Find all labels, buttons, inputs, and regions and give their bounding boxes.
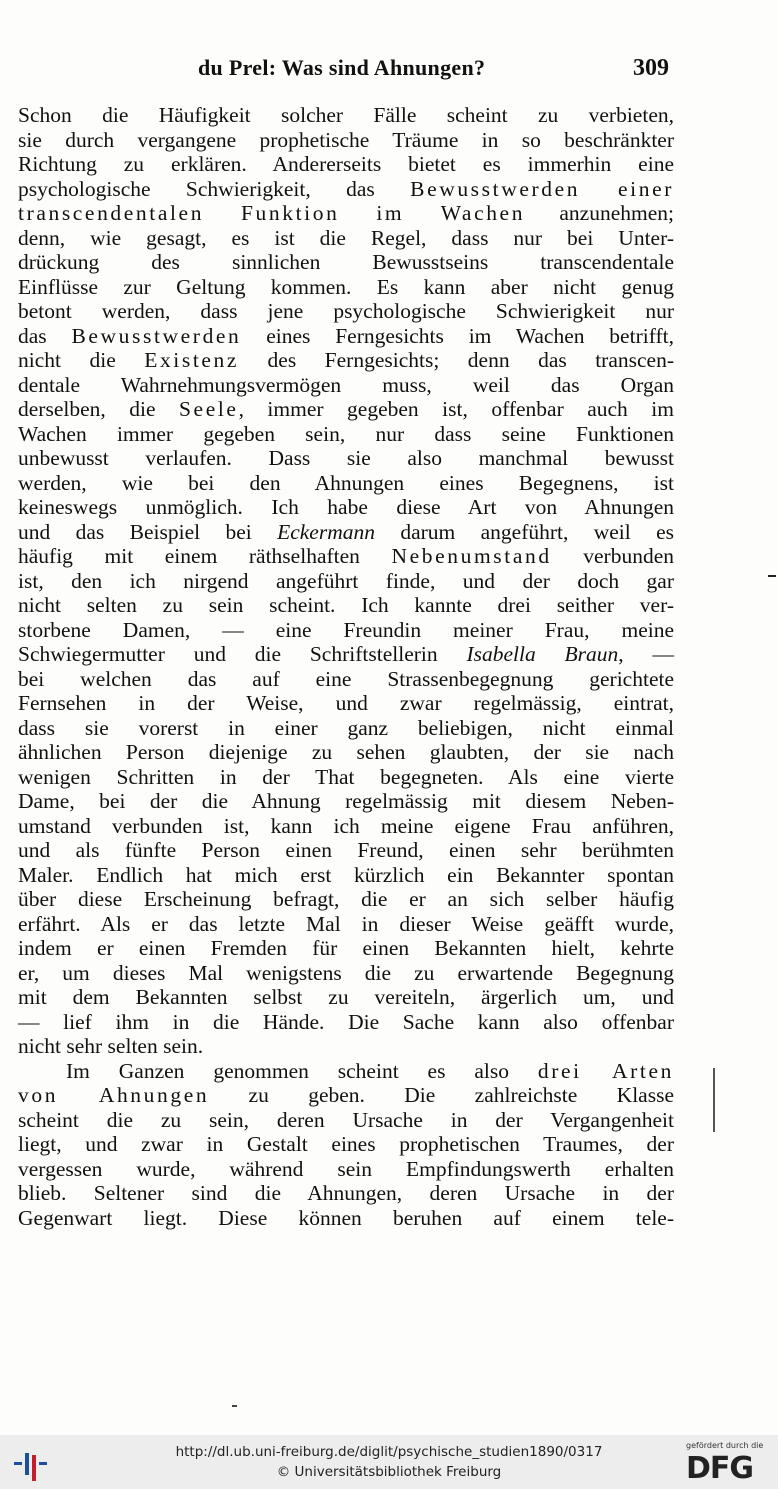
text-line	[18, 789, 674, 814]
text-segment: und als fünfte Person einen Freund, einen sehr berühmten	[18, 838, 674, 862]
text-line	[18, 103, 674, 128]
text-segment: er, um dieses Mal wenigstens die zu erwartende Begegnung	[18, 960, 674, 985]
spaced-text: Seele	[179, 397, 239, 421]
text-segment: liegt, und zwar in Gestalt eines prophetischen Traumes, der	[18, 1132, 674, 1156]
text-segment: ähnlichen Person diejenige zu sehen glaubten, der sie nach	[18, 740, 674, 764]
spaced-text: von Ahnungen	[18, 1083, 210, 1107]
text-segment: unbewusst verlaufen. Dass sie also manchmal bewusst	[18, 446, 674, 470]
body-text	[18, 103, 674, 1230]
text-line	[18, 1010, 674, 1035]
text-segment: scheint die zu sein, deren Ursache in der Vergangenheit	[18, 1107, 674, 1132]
text-segment: betont werden, dass jene psychologische Schwierigkeit nur	[18, 299, 674, 323]
text-segment: blieb. Seltener sind die Ahnungen, deren Ursache in der	[18, 1181, 674, 1205]
text-segment: storbene Damen, — eine Freundin meiner Frau, meine	[18, 617, 674, 642]
text-line	[18, 446, 674, 471]
text-segment: keineswegs unmöglich. Ich habe diese Art von Ahnungen	[18, 495, 674, 519]
text-segment: verbunden	[551, 544, 675, 568]
page-number: 309	[633, 55, 669, 81]
text-line	[18, 1157, 674, 1182]
text-line	[18, 177, 674, 202]
text-segment: des Ferngesichts; denn das transcen-	[239, 348, 674, 372]
text-segment: darum angeführt, weil es	[374, 519, 674, 544]
text-segment: mit dem Bekannten selbst zu vereiteln, ärgerlich um, und	[18, 985, 674, 1009]
text-segment: Dame, bei der die Ahnung regelmässig mit diesem Neben-	[18, 789, 674, 813]
spaced-text: transcendentalen Funktion im Wachen	[18, 201, 526, 225]
text-line	[18, 373, 674, 398]
text-line	[18, 1181, 674, 1206]
text-line	[18, 348, 674, 373]
text-segment: , —	[618, 642, 674, 666]
text-line	[18, 985, 674, 1010]
text-segment: sie durch vergangene prophetische Träume in so beschränkter	[18, 127, 674, 152]
margin-mark	[232, 1405, 237, 1407]
text-line	[18, 1206, 674, 1231]
text-segment: bei welchen das auf eine Strassenbegegnung gerichtete	[18, 666, 674, 691]
italic-text: Isabella Braun	[466, 642, 619, 666]
text-line	[18, 838, 674, 863]
spaced-text: Bewusstwerden einer	[410, 176, 674, 201]
text-segment: werden, wie bei den Ahnungen eines Begegnens, ist	[18, 470, 674, 495]
text-segment: Im Ganzen genommen scheint es also	[66, 1058, 538, 1083]
text-segment: umstand verbunden ist, kann ich meine eigene Frau anführen,	[18, 813, 674, 838]
text-segment: wenigen Schritten in der That begegneten. Als eine vierte	[18, 764, 674, 789]
margin-mark	[768, 575, 776, 577]
text-line	[18, 324, 674, 349]
spaced-text: Bewusstwerden	[71, 323, 242, 348]
text-line	[18, 1034, 674, 1059]
text-line	[18, 226, 674, 251]
text-segment: zu geben. Die zahlreichste Klasse	[209, 1083, 674, 1107]
text-segment: — lief ihm in die Hände. Die Sache kann also offenbar	[18, 1009, 674, 1034]
text-segment: derselben, die	[18, 397, 179, 421]
text-line	[18, 961, 674, 986]
text-line	[18, 912, 674, 937]
text-line	[18, 691, 674, 716]
running-head: du Prel: Was sind Ahnungen?	[198, 55, 486, 80]
text-segment: Fernsehen in der Weise, und zwar regelmässig, eintrat,	[18, 691, 674, 715]
text-segment: Schon die Häufigkeit solcher Fälle scheint zu verbieten,	[18, 103, 674, 127]
italic-text: Eckermann	[277, 519, 375, 544]
text-line	[18, 936, 674, 961]
source-url-link[interactable]: http://dl.ub.uni-freiburg.de/diglit/psychische_studien1890/0317	[175, 1444, 603, 1460]
text-segment: anzunehmen;	[525, 201, 674, 225]
text-segment: , immer gegeben ist, offenbar auch im	[238, 397, 674, 421]
text-line	[18, 422, 674, 447]
text-line	[18, 863, 674, 888]
text-segment: Richtung zu erklären. Andererseits bietet es immerhin eine	[18, 152, 674, 176]
text-line	[18, 814, 674, 839]
text-line	[18, 520, 674, 545]
spaced-text: Existenz	[144, 348, 240, 372]
text-segment: dentale Wahrnehmungsvermögen muss, weil das Organ	[18, 372, 674, 397]
text-segment: nicht die	[18, 348, 145, 372]
text-line	[18, 152, 674, 177]
text-line	[18, 250, 674, 275]
text-segment: nicht sehr selten sein.	[18, 1034, 204, 1058]
text-line	[18, 1132, 674, 1157]
text-segment: vergessen wurde, während sein Empfindungswerth erhalten	[18, 1156, 674, 1181]
text-line	[18, 593, 674, 618]
text-line	[18, 667, 674, 692]
dfg-logo: DFG	[686, 1451, 754, 1486]
spaced-text: drei Arten	[537, 1058, 674, 1083]
text-line	[18, 887, 674, 912]
text-line	[18, 128, 674, 153]
text-line	[18, 299, 674, 324]
text-segment: erfährt. Als er das letzte Mal in dieser Weise geäfft wurde,	[18, 911, 674, 936]
text-segment: drückung des sinnlichen Bewusstseins transcendentale	[18, 250, 674, 274]
text-segment: häufig mit einem räthselhaften	[18, 544, 392, 568]
text-line	[18, 642, 674, 667]
text-line	[18, 1059, 674, 1084]
text-line	[18, 765, 674, 790]
text-segment: über diese Erscheinung befragt, die er an sich selber häufig	[18, 887, 674, 911]
text-segment: eines Ferngesichts im Wachen betrifft,	[241, 323, 674, 348]
text-line	[18, 1083, 674, 1108]
text-segment: nicht selten zu sein scheint. Ich kannte drei seither ver-	[18, 593, 674, 617]
text-segment: das	[18, 323, 72, 348]
text-segment: Gegenwart liegt. Diese können beruhen auf einem tele-	[18, 1205, 674, 1230]
dfg-caption: gefördert durch die	[686, 1441, 764, 1450]
text-line	[18, 740, 674, 765]
text-line	[18, 201, 674, 226]
text-segment: Wachen immer gegeben sein, nur dass seine Funktionen	[18, 421, 674, 446]
text-line	[18, 1108, 674, 1133]
text-line	[18, 495, 674, 520]
text-segment: Schwiegermutter und die Schriftstellerin	[18, 642, 467, 666]
text-segment: dass sie vorerst in einer ganz beliebigen, nicht einmal	[18, 715, 674, 740]
text-segment: indem er einen Fremden für einen Bekannten hielt, kehrte	[18, 936, 674, 960]
text-line	[18, 397, 674, 422]
text-line	[18, 716, 674, 741]
text-segment: ist, den ich nirgend angeführt finde, und der doch gar	[18, 568, 674, 593]
spaced-text: Nebenumstand	[391, 544, 552, 568]
viewer-footer	[0, 1435, 778, 1489]
text-line	[18, 275, 674, 300]
margin-mark	[713, 1068, 715, 1132]
text-segment: Maler. Endlich hat mich erst kürzlich ein Bekannter spontan	[18, 862, 674, 887]
copyright-notice: © Universitätsbibliothek Freiburg	[276, 1464, 502, 1480]
text-segment: und das Beispiel bei	[18, 519, 278, 544]
text-line	[18, 544, 674, 569]
page-header	[0, 55, 778, 85]
text-line	[18, 618, 674, 643]
text-segment: denn, wie gesagt, es ist die Regel, dass nur bei Unter-	[18, 225, 674, 250]
text-line	[18, 569, 674, 594]
text-segment: Einflüsse zur Geltung kommen. Es kann aber nicht genug	[18, 274, 674, 299]
text-line	[18, 471, 674, 496]
text-segment: psychologische Schwierigkeit, das	[18, 176, 411, 201]
